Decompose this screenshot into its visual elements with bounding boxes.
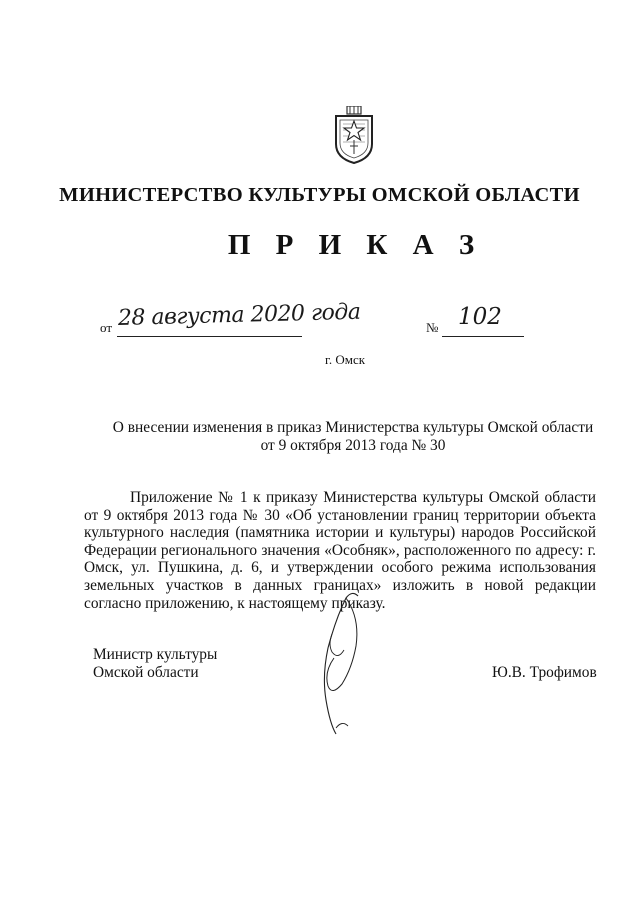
order-body-paragraph: Приложение № 1 к приказу Министерства культуры Омской области от 9 октября 2013 года № 30 «Об установлении границ территории объекта культурного наследия (памятника истории и культуры) народов Российской Федерации регионального значения «Особняк», расположенного по адресу: г. Омск, ул. Пушкина, д. 6, и утверждении особого режима использования земельных участков в данных границах» изложить в новой редакции согласно приложению, к настоящему приказу.	[84, 489, 596, 612]
subject-line-1: О внесении изменения в приказ Министерства культуры Омской области	[112, 419, 594, 436]
position-line-1: Министр культуры	[93, 646, 218, 663]
omsk-coat-of-arms-icon	[333, 106, 375, 164]
number-underline	[442, 336, 524, 337]
signatory-position	[93, 646, 217, 681]
subject-line-2: от 9 октября 2013 года № 30	[260, 436, 446, 454]
signatory-name: Ю.В. Трофимов	[492, 664, 597, 681]
document-type-title: П Р И К А З	[227, 229, 484, 261]
ministry-name: МИНИСТЕРСТВО КУЛЬТУРЫ ОМСКОЙ ОБЛАСТИ	[59, 184, 580, 206]
handwritten-signature-icon	[312, 588, 368, 738]
number-label: №	[426, 320, 439, 335]
date-underline	[117, 336, 302, 337]
handwritten-number: 102	[458, 304, 502, 330]
from-label: от	[100, 320, 113, 335]
order-subject	[60, 419, 639, 454]
handwritten-date: 28 августа 2020 года	[117, 299, 361, 331]
position-line-2: Омской области	[93, 663, 199, 681]
city: г. Омск	[325, 352, 366, 367]
